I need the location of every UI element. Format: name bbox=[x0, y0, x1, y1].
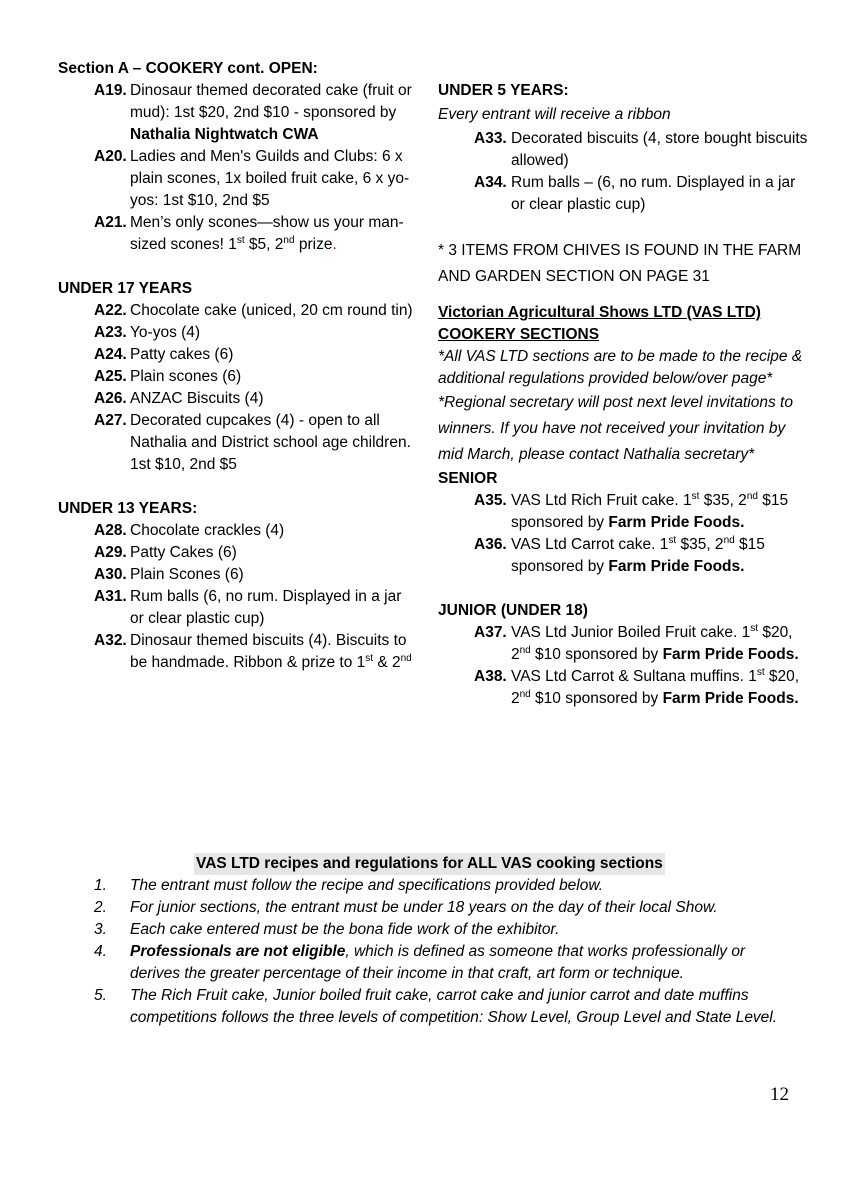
entry-text-part: $15 sponsored by bbox=[511, 492, 789, 531]
entry-text-part: VAS Ltd Carrot & Sultana muffins. 1 bbox=[511, 668, 757, 685]
entry-text: Patty cakes (6) bbox=[130, 346, 234, 363]
ordinal-suffix: nd bbox=[283, 235, 295, 246]
entry-number: A20. bbox=[94, 148, 127, 165]
under-5-note: Every entrant will receive a ribbon bbox=[438, 106, 671, 123]
entry-number: A31. bbox=[94, 588, 127, 605]
entry-text bbox=[511, 534, 808, 578]
entry-text bbox=[511, 666, 808, 710]
entry-a28 bbox=[58, 520, 418, 542]
right-column bbox=[438, 80, 808, 710]
entry-a30 bbox=[58, 564, 418, 586]
entry-number: A23. bbox=[94, 324, 127, 341]
entry-a37 bbox=[438, 622, 808, 666]
entry-text: Plain Scones (6) bbox=[130, 566, 244, 583]
entry-number: A29. bbox=[94, 544, 127, 561]
entry-text-part: VAS Ltd Carrot cake. 1 bbox=[511, 536, 669, 553]
entry-text-part: Dinosaur themed biscuits (4). Biscuits to be handmade. Ribbon & prize to 1 bbox=[130, 632, 407, 671]
entry-a35 bbox=[438, 490, 808, 534]
entry-text-part: $35, 2 bbox=[699, 492, 747, 509]
entry-sponsor: Farm Pride Foods. bbox=[662, 646, 799, 663]
entry-number: A26. bbox=[94, 390, 127, 407]
entry-text bbox=[511, 490, 808, 534]
entry-number: A32. bbox=[94, 632, 127, 649]
entry-text-part: $10 sponsored by bbox=[530, 646, 663, 663]
entry-a31 bbox=[58, 586, 418, 630]
entry-a32 bbox=[58, 630, 418, 674]
red-period: . bbox=[332, 236, 337, 253]
entry-text: Chocolate cake (uniced, 20 cm round tin) bbox=[130, 302, 413, 319]
regulation-text: The entrant must follow the recipe and specifications provided below. bbox=[130, 877, 604, 894]
entry-number: A19. bbox=[94, 82, 127, 99]
regulations-section bbox=[94, 853, 794, 1029]
entry-sponsor: Farm Pride Foods. bbox=[608, 558, 745, 575]
entry-description: Dinosaur themed decorated cake (fruit or mud): 1st $20, 2nd $10 - sponsored by bbox=[130, 82, 412, 121]
entry-text-part: VAS Ltd Junior Boiled Fruit cake. 1 bbox=[511, 624, 751, 641]
entry-text bbox=[130, 630, 418, 674]
entry-a20 bbox=[58, 146, 418, 212]
regulation-item bbox=[94, 985, 794, 1029]
ordinal-suffix: nd bbox=[519, 689, 531, 700]
entry-number: A35. bbox=[474, 492, 507, 509]
regulation-number: 1. bbox=[94, 877, 107, 894]
section-a-heading: Section A – COOKERY cont. OPEN: bbox=[58, 60, 318, 77]
regulation-number: 5. bbox=[94, 987, 107, 1004]
entry-text bbox=[130, 80, 418, 146]
entry-a19 bbox=[58, 80, 418, 146]
ordinal-suffix: nd bbox=[400, 653, 412, 664]
entry-text-part: $20, 2 bbox=[511, 668, 800, 707]
entry-number: A34. bbox=[474, 174, 507, 191]
entry-text: Decorated cupcakes (4) - open to all Nathalia and District school age children. 1st $10, 2nd $5 bbox=[130, 412, 411, 473]
entry-a34 bbox=[438, 172, 808, 216]
entry-number: A33. bbox=[474, 130, 507, 147]
regulation-text bbox=[130, 941, 794, 985]
regulation-text: For junior sections, the entrant must be under 18 years on the day of their local Show. bbox=[130, 899, 718, 916]
entry-number: A28. bbox=[94, 522, 127, 539]
regulation-number: 3. bbox=[94, 921, 107, 938]
entry-text: Ladies and Men's Guilds and Clubs: 6 x plain scones, 1x boiled fruit cake, 6 x yo-yos: 1st $10, 2nd $5 bbox=[130, 148, 410, 209]
entry-text bbox=[511, 622, 808, 666]
entry-text: Chocolate crackles (4) bbox=[130, 522, 285, 539]
entry-number: A36. bbox=[474, 536, 507, 553]
under-17-heading: UNDER 17 YEARS bbox=[58, 280, 193, 297]
vas-note-invitations: *Regional secretary will post next level invitations to winners. If you have not received your invitation by mid March, please contact Nathalia secretary* bbox=[438, 394, 793, 463]
entry-number: A24. bbox=[94, 346, 127, 363]
ordinal-suffix: st bbox=[236, 235, 245, 246]
left-column bbox=[58, 58, 418, 674]
regulation-item bbox=[94, 941, 794, 985]
entry-text-part: prize bbox=[294, 236, 333, 253]
ordinal-suffix: st bbox=[750, 623, 759, 634]
regulations-title: VAS LTD recipes and regulations for ALL VAS cooking sections bbox=[194, 853, 665, 875]
entry-a21 bbox=[58, 212, 418, 256]
junior-heading: JUNIOR (UNDER 18) bbox=[438, 602, 588, 619]
entry-text: Rum balls (6, no rum. Displayed in a jar or clear plastic cup) bbox=[130, 588, 402, 627]
entry-sponsor: Nathalia Nightwatch CWA bbox=[130, 126, 319, 143]
entry-text-part: $35, 2 bbox=[676, 536, 724, 553]
regulation-text: Each cake entered must be the bona fide work of the exhibitor. bbox=[130, 921, 560, 938]
chives-note: * 3 ITEMS FROM CHIVES IS FOUND IN THE FARM AND GARDEN SECTION ON PAGE 31 bbox=[438, 242, 802, 285]
entry-number: A37. bbox=[474, 624, 507, 641]
entry-a22 bbox=[58, 300, 418, 322]
under-5-heading: UNDER 5 YEARS: bbox=[438, 82, 569, 99]
entry-sponsor: Farm Pride Foods. bbox=[662, 690, 799, 707]
entry-a33 bbox=[438, 128, 808, 172]
entry-text: Decorated biscuits (4, store bought biscuits allowed) bbox=[511, 130, 808, 169]
vas-heading: Victorian Agricultural Shows LTD (VAS LTD) COOKERY SECTIONS bbox=[438, 304, 761, 343]
entry-text-part: $20, 2 bbox=[511, 624, 793, 663]
regulation-text: The Rich Fruit cake, Junior boiled fruit cake, carrot cake and junior carrot and date muffins competitions follows the three levels of competition: Show Level, Group Level and State Level. bbox=[130, 987, 778, 1026]
entry-number: A30. bbox=[94, 566, 127, 583]
entry-text-part: $5, 2 bbox=[244, 236, 284, 253]
entry-text: ANZAC Biscuits (4) bbox=[130, 390, 264, 407]
entry-text-part: VAS Ltd Rich Fruit cake. 1 bbox=[511, 492, 692, 509]
regulation-item bbox=[94, 919, 794, 941]
regulation-item bbox=[94, 875, 794, 897]
entry-a27 bbox=[58, 410, 418, 476]
under-13-heading: UNDER 13 YEARS: bbox=[58, 500, 198, 517]
entry-a29 bbox=[58, 542, 418, 564]
entry-a23 bbox=[58, 322, 418, 344]
entry-number: A27. bbox=[94, 412, 127, 429]
ordinal-suffix: nd bbox=[519, 645, 531, 656]
entry-sponsor: Farm Pride Foods. bbox=[608, 514, 745, 531]
entry-a26 bbox=[58, 388, 418, 410]
regulation-number: 4. bbox=[94, 943, 107, 960]
entry-number: A21. bbox=[94, 214, 127, 231]
senior-heading: SENIOR bbox=[438, 470, 498, 487]
entry-text-part: & 2 bbox=[373, 654, 401, 671]
entry-number: A22. bbox=[94, 302, 127, 319]
ordinal-suffix: st bbox=[668, 535, 677, 546]
entry-a24 bbox=[58, 344, 418, 366]
entry-number: A25. bbox=[94, 368, 127, 385]
entry-a25 bbox=[58, 366, 418, 388]
entry-a38 bbox=[438, 666, 808, 710]
ordinal-suffix: nd bbox=[723, 535, 735, 546]
ordinal-suffix: st bbox=[691, 491, 700, 502]
regulation-text-part: , which is defined as someone that works professionally or derives the greater percentage of their income in that craft, art form or technique. bbox=[130, 943, 746, 982]
entry-number: A38. bbox=[474, 668, 507, 685]
entry-text: Rum balls – (6, no rum. Displayed in a jar or clear plastic cup) bbox=[511, 174, 796, 213]
entry-text: Yo-yos (4) bbox=[130, 324, 201, 341]
ordinal-suffix: st bbox=[365, 653, 374, 664]
entry-text: Patty Cakes (6) bbox=[130, 544, 237, 561]
regulation-item bbox=[94, 897, 794, 919]
entry-text-part: $10 sponsored by bbox=[530, 690, 663, 707]
page-number: 12 bbox=[770, 1084, 789, 1105]
entry-text-part: Men’s only scones—show us your man-sized scones! 1 bbox=[130, 214, 404, 253]
ordinal-suffix: st bbox=[756, 667, 765, 678]
regulation-number: 2. bbox=[94, 899, 107, 916]
entry-text: Plain scones (6) bbox=[130, 368, 242, 385]
entry-text bbox=[130, 212, 418, 256]
regulation-emphasis: Professionals are not eligible bbox=[130, 943, 346, 960]
entry-text-part: $15 sponsored by bbox=[511, 536, 765, 575]
ordinal-suffix: nd bbox=[746, 491, 758, 502]
entry-a36 bbox=[438, 534, 808, 578]
vas-note-recipes: *All VAS LTD sections are to be made to the recipe & additional regulations provided below/over page* bbox=[438, 348, 803, 387]
